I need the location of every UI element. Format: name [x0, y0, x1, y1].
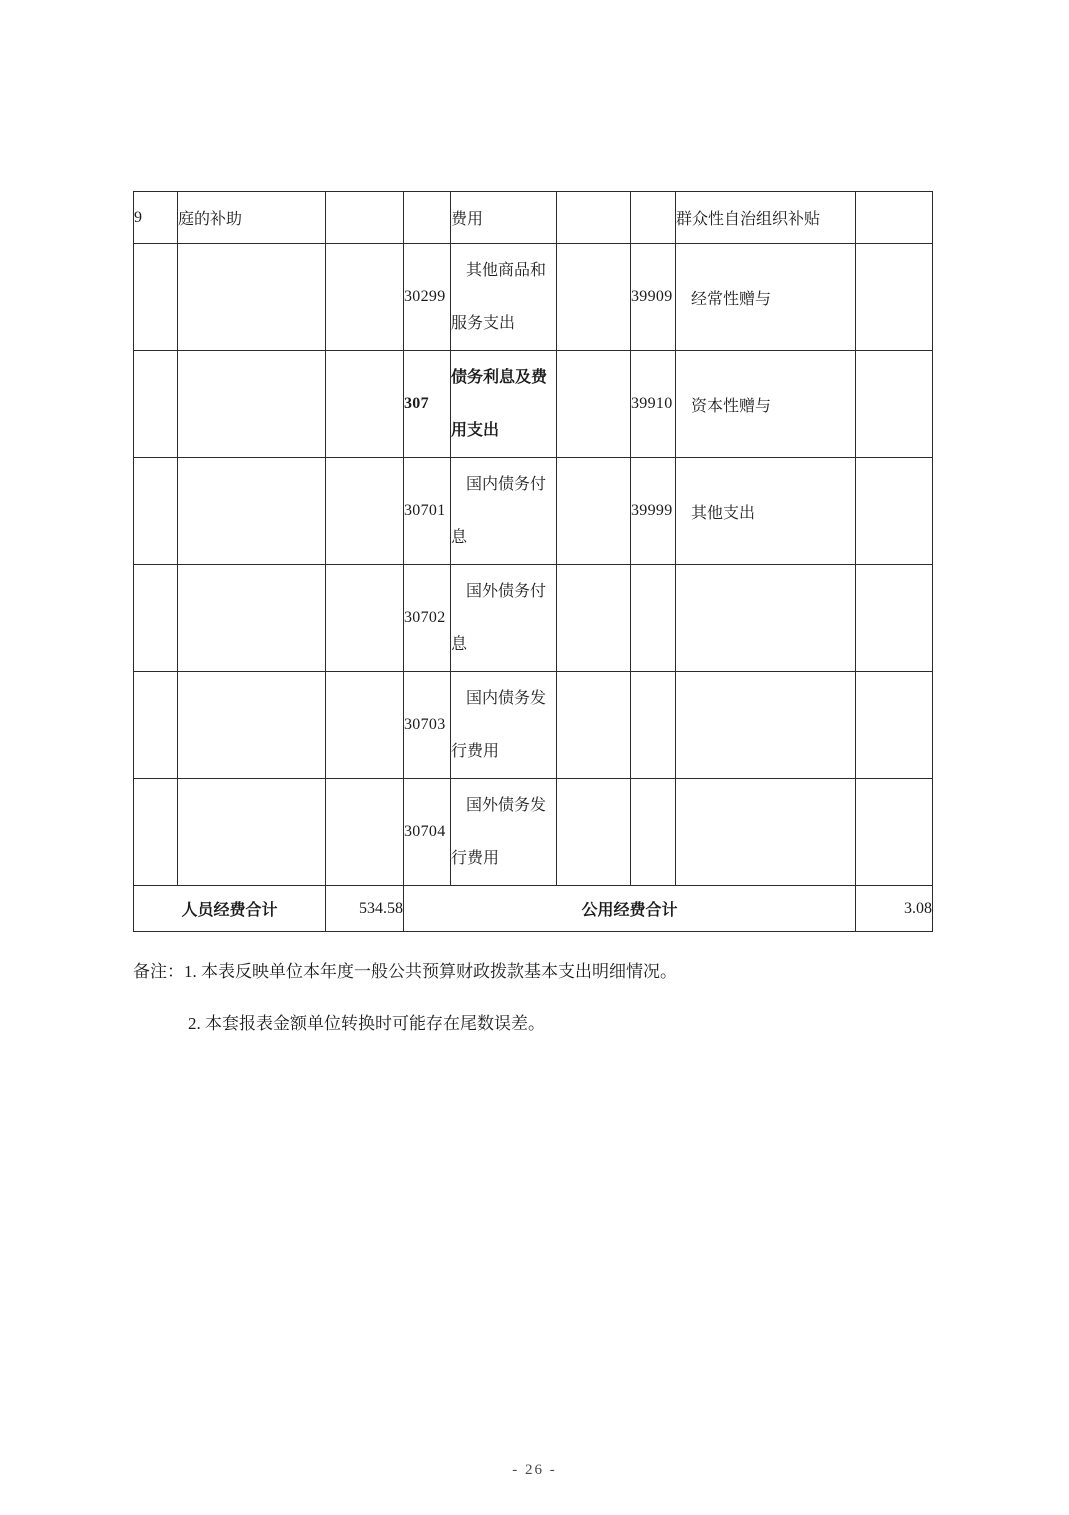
- note-line-2: 2. 本套报表金额单位转换时可能存在尾数误差。: [188, 1014, 545, 1033]
- seq-cell: [134, 351, 178, 458]
- amount-cell: [856, 672, 933, 779]
- table-row: [134, 565, 933, 672]
- item-line: 经常性赠与: [691, 290, 772, 308]
- table-footer-row: [134, 886, 933, 932]
- item-line: 用支出: [451, 422, 500, 439]
- item-level2-cell: [451, 244, 557, 351]
- amount-cell: [557, 192, 631, 244]
- item-level2-cell: [451, 565, 557, 672]
- item-line: 服务支出: [451, 315, 516, 332]
- budget-table: [133, 191, 933, 932]
- note-line-1: 备注：1. 本表反映单位本年度一般公共预算财政拨款基本支出明细情况。: [133, 962, 677, 981]
- item-level2-cell: [451, 458, 557, 565]
- amount-cell: [557, 672, 631, 779]
- item-level1-cell: [178, 779, 326, 886]
- item-level1-cell: [178, 244, 326, 351]
- item-line: 行费用: [451, 743, 500, 760]
- table-row: [134, 458, 933, 565]
- item-line: 国外债务发: [466, 797, 547, 814]
- code-level3-cell: [631, 672, 676, 779]
- code-level2-cell: 30702: [404, 565, 451, 672]
- table-row: [134, 244, 933, 351]
- amount-cell: [557, 351, 631, 458]
- table-row: [134, 672, 933, 779]
- item-line: 国内债务发: [466, 690, 547, 707]
- amount-cell: [856, 779, 933, 886]
- item-level3-cell: [676, 779, 856, 886]
- amount-cell: [326, 672, 404, 779]
- item-line: 其他支出: [691, 504, 756, 522]
- public-total-label: 公用经费合计: [404, 886, 856, 932]
- code-level3-cell: [631, 192, 676, 244]
- amount-cell: [856, 458, 933, 565]
- item-line: 群众性自治组织补贴: [676, 211, 821, 228]
- item-line: 息: [451, 636, 468, 653]
- page-number: - 26 -: [512, 1462, 557, 1478]
- item-line: 债务利息及费: [451, 369, 548, 386]
- personnel-total-value: 534.58: [326, 886, 404, 932]
- code-level3-cell: 39999: [631, 458, 676, 565]
- seq-cell: [134, 244, 178, 351]
- item-level1-cell: 庭的补助: [178, 192, 326, 244]
- item-line: 资本性赠与: [691, 397, 772, 415]
- item-line: 行费用: [451, 850, 500, 867]
- item-level2-cell: [451, 672, 557, 779]
- personnel-total-label: 人员经费合计: [134, 886, 326, 932]
- code-level2-cell: 307: [404, 351, 451, 458]
- table-row: [134, 192, 933, 244]
- amount-cell: [326, 244, 404, 351]
- code-level3-cell: [631, 779, 676, 886]
- item-level3-cell: [676, 565, 856, 672]
- seq-cell: [134, 565, 178, 672]
- item-level2-cell: [451, 351, 557, 458]
- amount-cell: [557, 244, 631, 351]
- amount-cell: [856, 565, 933, 672]
- amount-cell: [557, 779, 631, 886]
- item-level3-cell: [676, 192, 856, 244]
- item-line: 国外债务付: [466, 583, 547, 600]
- item-level3-cell: [676, 351, 856, 458]
- amount-cell: [557, 565, 631, 672]
- item-level1-cell: [178, 672, 326, 779]
- code-level2-cell: 30701: [404, 458, 451, 565]
- code-level3-cell: 39909: [631, 244, 676, 351]
- item-line: 费用: [451, 211, 484, 228]
- table-row: [134, 351, 933, 458]
- item-level1-cell: [178, 351, 326, 458]
- item-line: 息: [451, 529, 468, 546]
- code-level3-cell: [631, 565, 676, 672]
- code-level3-cell: 39910: [631, 351, 676, 458]
- amount-cell: [856, 244, 933, 351]
- code-level2-cell: 30299: [404, 244, 451, 351]
- item-level1-cell: [178, 458, 326, 565]
- amount-cell: [326, 351, 404, 458]
- amount-cell: [856, 351, 933, 458]
- amount-cell: [326, 565, 404, 672]
- item-line: 国内债务付: [466, 476, 547, 493]
- public-total-value: 3.08: [856, 886, 933, 932]
- code-level2-cell: 30703: [404, 672, 451, 779]
- seq-cell: 9: [134, 192, 178, 244]
- item-line: 其他商品和: [466, 262, 547, 279]
- amount-cell: [326, 192, 404, 244]
- seq-cell: [134, 458, 178, 565]
- notes: [133, 961, 677, 1034]
- item-level1-cell: [178, 565, 326, 672]
- code-level2-cell: [404, 192, 451, 244]
- item-level3-cell: [676, 672, 856, 779]
- amount-cell: [326, 779, 404, 886]
- amount-cell: [326, 458, 404, 565]
- amount-cell: [557, 458, 631, 565]
- table-row: [134, 779, 933, 886]
- item-level2-cell: [451, 779, 557, 886]
- seq-cell: [134, 779, 178, 886]
- item-level3-cell: [676, 244, 856, 351]
- item-level3-cell: [676, 458, 856, 565]
- seq-cell: [134, 672, 178, 779]
- code-level2-cell: 30704: [404, 779, 451, 886]
- item-level2-cell: [451, 192, 557, 244]
- amount-cell: [856, 192, 933, 244]
